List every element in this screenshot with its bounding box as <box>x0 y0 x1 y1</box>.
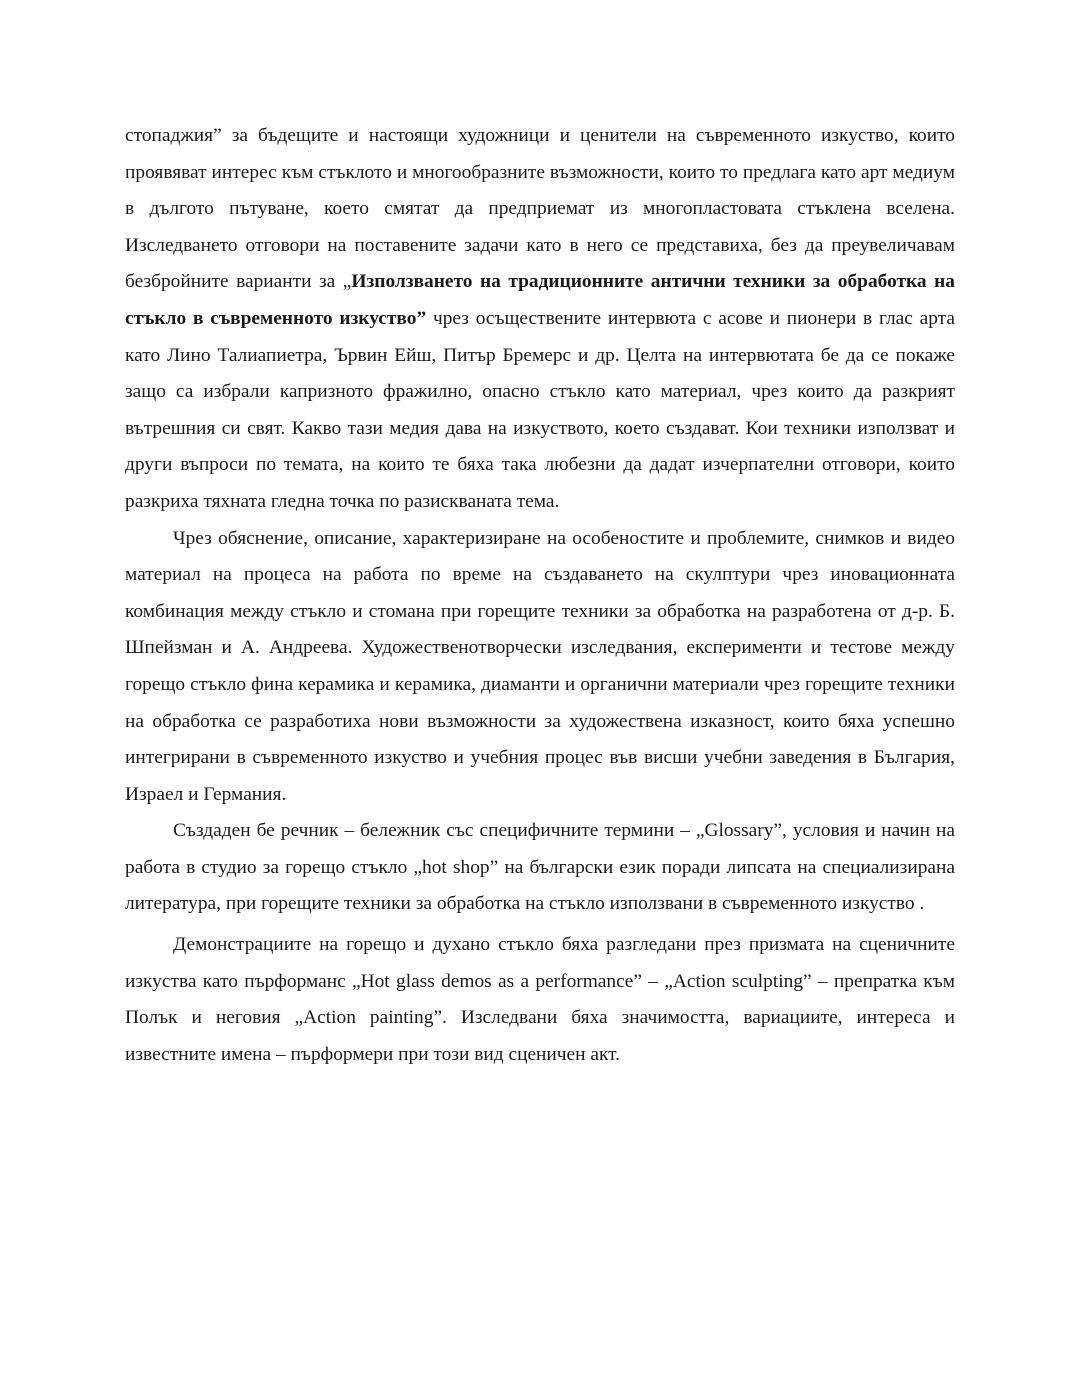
paragraph-3: Създаден бе речник – бележник със специфичните термини – „Glossary”, условия и начин на работа в студио за горещо стъкло „hot shop” на български език поради липсата на специализирана литература, при горещите техники за обработка на стъкло използвани в съвременното изкуство . <box>125 820 955 915</box>
paragraph-1-text-start: стопаджия” за бъдещите и настоящи художници и ценители на съвременното изкуство, които проявяват интерес към стъклото и многообразните възможности, които то предлага като арт медиум в дългото пътуване, което смятат да предприемат из многопластовата стъклена вселена. Изследването отговори на поставените задачи като в него се представиха, без да преувеличавам безбройните варианти за „ <box>125 125 955 293</box>
paragraph-4: Демонстрациите на горещо и духано стъкло бяха разгледани през призмата на сценичните изкуства като пърформанс „Hot glass demos as a performance” – „Action sculpting” – препратка към Полък и неговия „Action painting”. Изследвани бяха значимостта, вариациите, интереса и известните имена – пърформери при този вид сценичен акт. <box>125 934 955 1065</box>
paragraph-1-text-end: чрез осъществените интервюта с асове и пионери в глас арта като Лино Талиапиетра, Ървин Ейш, Питър Бремерс и др. Целта на интервютата бе да се покаже защо са избрали капризното фражилно, опасно стъкло като материал, чрез които да разкрият вътрешния си свят. Какво тази медия дава на изкуството, което създават. Кои техники използват и други въпроси по темата, на които те бяха така любезни да дадат изчерпателни отговори, които разкриха тяхната гледна точка по разискваната тема. <box>125 307 956 512</box>
paragraph-1 <box>125 118 955 521</box>
document-body <box>125 118 955 1073</box>
paragraph-1-bold-title: Използването на традиционните антични техники за обработка на стъкло в съвременното изкуство” <box>125 271 955 329</box>
paragraph-2: Чрез обяснение, описание, характеризиране на особеностите и проблемите, снимков и видео материал на процеса на работа по време на създаването на скулптури чрез иновационната комбинация между стъкло и стомана при горещите техники за обработка на разработена от д-р. Б. Шпейзман и А. Андреева. Художественотворчески изследвания, експерименти и тестове между горещо стъкло фина керамика и керамика, диаманти и органични материали чрез горещите техники на обработка се разработиха нови възможности за художествена изказност, които бяха успешно интегрирани в съвременното изкуство и учебния процес във висши учебни заведения в България, Израел и Германия. <box>125 527 955 805</box>
